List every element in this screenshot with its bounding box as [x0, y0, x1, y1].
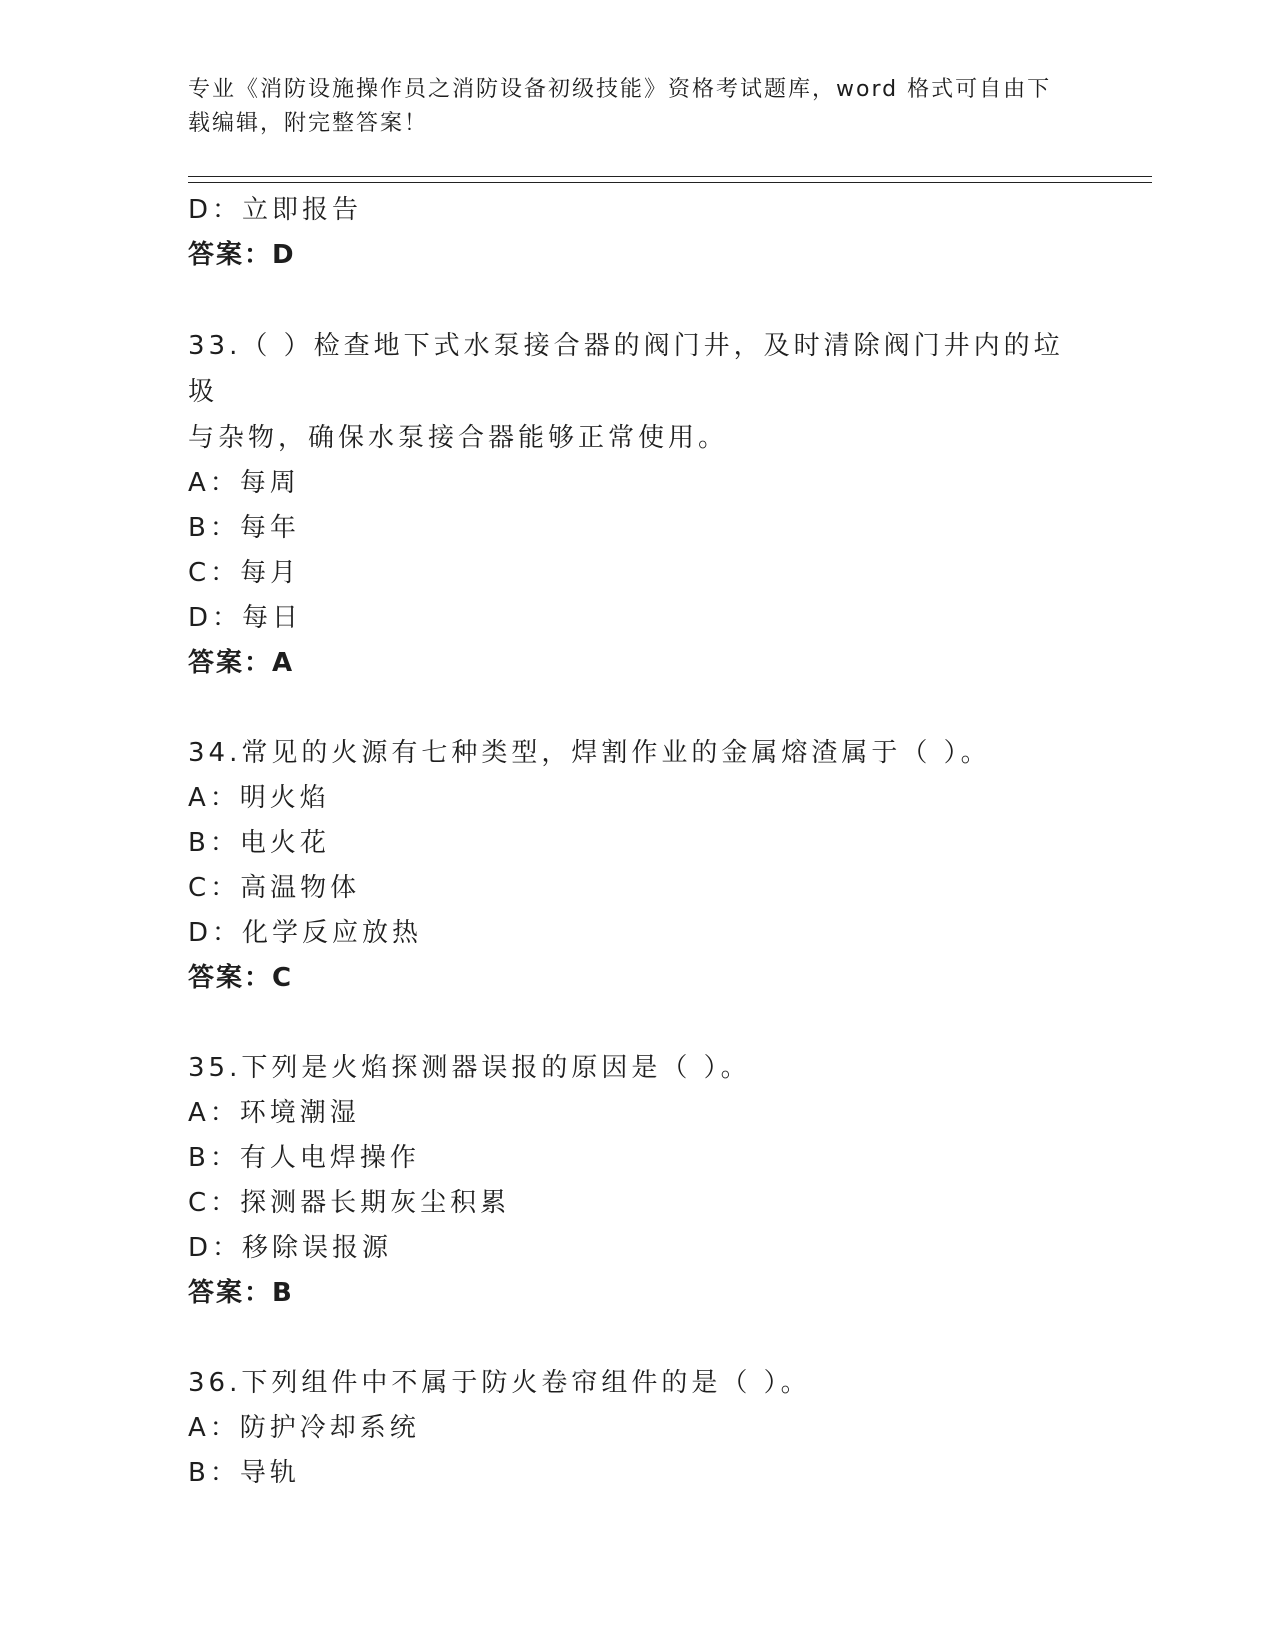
option-c: C：探测器长期灰尘积累 — [188, 1188, 511, 1218]
option-d: D：立即报告 — [188, 195, 363, 225]
option-a: A：每周 — [188, 468, 300, 498]
answer: 答案：A — [188, 648, 295, 678]
question-stem-34: 34.常见的火源有七种类型，焊割作业的金属熔渣属于（ ）。 — [188, 738, 991, 768]
question-content — [188, 188, 1148, 1496]
option-d: D：化学反应放热 — [188, 918, 423, 948]
option-c: C：每月 — [188, 558, 301, 588]
question-stem-33 — [188, 323, 1068, 461]
option-a: A：明火焰 — [188, 783, 330, 813]
option-a: A：环境潮湿 — [188, 1098, 360, 1128]
document-page — [188, 0, 1148, 1650]
question-stem-line: 33.（ ）检查地下式水泵接合器的阀门井，及时清除阀门井内的垃圾 — [188, 331, 1064, 407]
answer: 答案：B — [188, 1278, 294, 1308]
answer: 答案：C — [188, 963, 294, 993]
option-d: D：移除误报源 — [188, 1233, 393, 1263]
question-stem-35: 35.下列是火焰探测器误报的原因是（ ）。 — [188, 1053, 751, 1083]
spacer — [188, 1001, 1148, 1046]
option-d: D：每日 — [188, 603, 303, 633]
option-c: C：高温物体 — [188, 873, 361, 903]
header-line-1: 专业《消防设施操作员之消防设备初级技能》资格考试题库，word 格式可自由下 — [188, 77, 1052, 102]
option-b: B：有人电焊操作 — [188, 1143, 420, 1173]
option-b: B：导轨 — [188, 1458, 300, 1488]
option-b: B：每年 — [188, 513, 300, 543]
question-stem-36: 36.下列组件中不属于防火卷帘组件的是（ ）。 — [188, 1368, 811, 1398]
option-b: B：电火花 — [188, 828, 330, 858]
document-header — [188, 73, 1088, 141]
header-rule-bottom — [188, 182, 1152, 183]
header-line-2: 载编辑，附完整答案！ — [188, 111, 429, 136]
spacer — [188, 278, 1148, 323]
question-stem-line: 与杂物，确保水泵接合器能够正常使用。 — [188, 423, 729, 453]
header-rule-top — [188, 176, 1152, 177]
answer: 答案：D — [188, 240, 296, 270]
spacer — [188, 686, 1148, 731]
spacer — [188, 1316, 1148, 1361]
option-a: A：防护冷却系统 — [188, 1413, 420, 1443]
